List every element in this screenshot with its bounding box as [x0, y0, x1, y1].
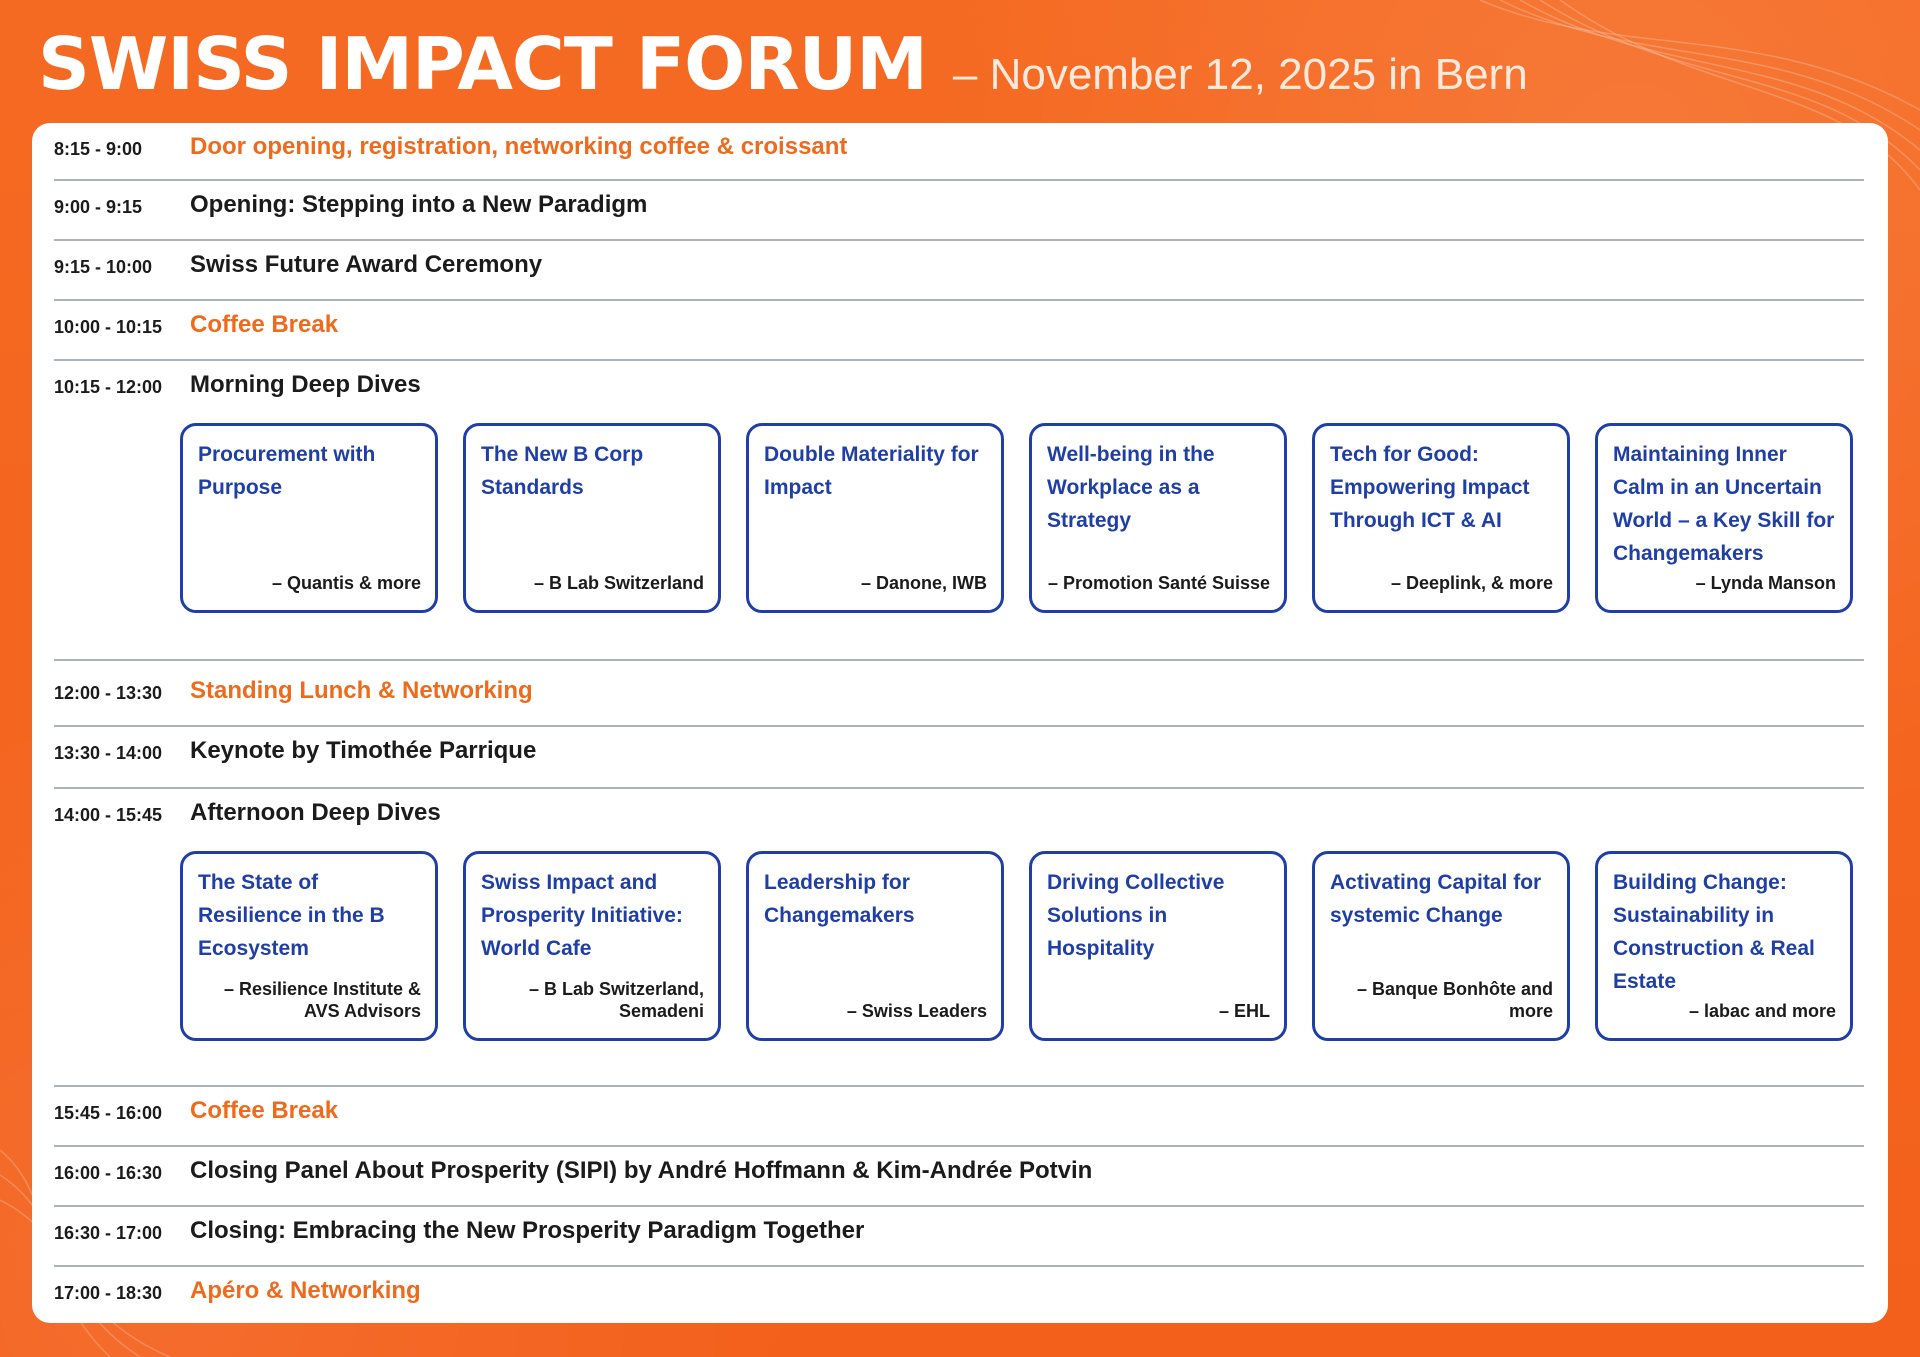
agenda-label: Standing Lunch & Networking: [190, 677, 533, 704]
agenda-row: [54, 1267, 1864, 1323]
session-speaker: – Resilience Institute & AVS Advisors: [223, 979, 421, 1021]
session-speaker: – Banque Bonhôte and more: [1356, 979, 1553, 1021]
session-card: [1029, 423, 1287, 613]
session-card: [180, 423, 438, 613]
agenda-row: [54, 181, 1864, 241]
session-card: [746, 851, 1004, 1041]
session-card: [1595, 423, 1853, 613]
session-card: [463, 851, 721, 1041]
agenda-label: Opening: Stepping into a New Paradigm: [190, 191, 648, 218]
agenda-time: 16:30 - 17:00: [54, 1223, 163, 1243]
agenda-label: Coffee Break: [190, 311, 339, 338]
event-title: SWISS IMPACT FORUM: [38, 22, 927, 106]
agenda-time: 17:00 - 18:30: [54, 1283, 163, 1303]
session-card: [180, 851, 438, 1041]
agenda-label: Closing Panel About Prosperity (SIPI) by André Hoffmann & Kim-Andrée Potvin: [190, 1157, 1093, 1184]
session-title: Activating Capital for systemic Change: [1330, 871, 1542, 927]
agenda-row: [54, 301, 1864, 361]
agenda-time: 13:30 - 14:00: [54, 743, 163, 763]
agenda-time: 8:15 - 9:00: [54, 139, 143, 159]
session-speaker: – Deeplink, & more: [1390, 573, 1553, 593]
agenda-row: [54, 661, 1864, 727]
agenda-time: 14:00 - 15:45: [54, 805, 163, 825]
agenda-time: 9:15 - 10:00: [54, 257, 153, 277]
agenda-label: Door opening, registration, networking coffee & croissant: [190, 133, 848, 160]
agenda-label: Afternoon Deep Dives: [190, 799, 441, 826]
agenda-time: 10:00 - 10:15: [54, 317, 163, 337]
session-speaker: – B Lab Switzerland: [533, 573, 704, 593]
session-title: Tech for Good: Empowering Impact Through ICT & AI: [1330, 443, 1530, 532]
session-card: [1312, 851, 1570, 1041]
session-title: Building Change: Sustainability in Construction & Real Estate: [1613, 871, 1815, 993]
agenda-label: Coffee Break: [190, 1097, 339, 1124]
agenda-card: [32, 123, 1888, 1323]
session-card: [1312, 423, 1570, 613]
agenda-row: [54, 123, 1864, 181]
agenda-row: [54, 727, 1864, 789]
session-grid: [180, 851, 1864, 1047]
session-title: Swiss Impact and Prosperity Initiative: World Cafe: [481, 871, 683, 960]
session-speaker: – Promotion Santé Suisse: [1047, 573, 1270, 593]
session-title: Double Materiality for Impact: [764, 443, 979, 499]
agenda-row: [54, 1087, 1864, 1147]
agenda-time: 9:00 - 9:15: [54, 197, 143, 217]
agenda-row: [54, 1147, 1864, 1207]
page-header: [38, 22, 1528, 108]
session-title: Procurement with Purpose: [198, 443, 376, 499]
session-speaker: – Quantis & more: [271, 573, 421, 593]
agenda-time: 16:00 - 16:30: [54, 1163, 163, 1183]
session-speaker: – EHL: [1218, 1001, 1270, 1021]
session-title: Maintaining Inner Calm in an Uncertain World – a Key Skill for Changemakers: [1613, 443, 1835, 565]
agenda-label: Morning Deep Dives: [190, 371, 421, 398]
agenda-label: Apéro & Networking: [190, 1277, 421, 1304]
session-grid: [180, 423, 1864, 619]
agenda-label: Closing: Embracing the New Prosperity Paradigm Together: [190, 1217, 865, 1244]
session-title: The New B Corp Standards: [481, 443, 644, 499]
session-speaker: – Swiss Leaders: [846, 1001, 987, 1021]
session-speaker: – Lynda Manson: [1695, 573, 1836, 593]
agenda-label: Keynote by Timothée Parrique: [190, 737, 537, 764]
session-speaker: – B Lab Switzerland, Semadeni: [528, 979, 704, 1021]
session-card: [463, 423, 721, 613]
agenda-row-morning-deep-dives: [54, 361, 1864, 661]
session-card: [746, 423, 1004, 613]
session-card: [1595, 851, 1853, 1041]
session-title: The State of Resilience in the B Ecosystem: [198, 871, 385, 960]
session-title: Leadership for Changemakers: [764, 871, 915, 927]
session-speaker: – Danone, IWB: [860, 573, 987, 593]
agenda-row: [54, 1207, 1864, 1267]
agenda-time: 12:00 - 13:30: [54, 683, 163, 703]
agenda-row: [54, 241, 1864, 301]
session-title: Well-being in the Workplace as a Strategy: [1047, 443, 1215, 532]
event-date-location: – November 12, 2025 in Bern: [952, 50, 1528, 99]
agenda-row-afternoon-deep-dives: [54, 789, 1864, 1087]
session-speaker: – labac and more: [1688, 1001, 1836, 1021]
agenda-label: Swiss Future Award Ceremony: [190, 251, 543, 278]
session-card: [1029, 851, 1287, 1041]
agenda-time: 15:45 - 16:00: [54, 1103, 163, 1123]
agenda-time: 10:15 - 12:00: [54, 377, 163, 397]
session-title: Driving Collective Solutions in Hospitality: [1047, 871, 1225, 960]
